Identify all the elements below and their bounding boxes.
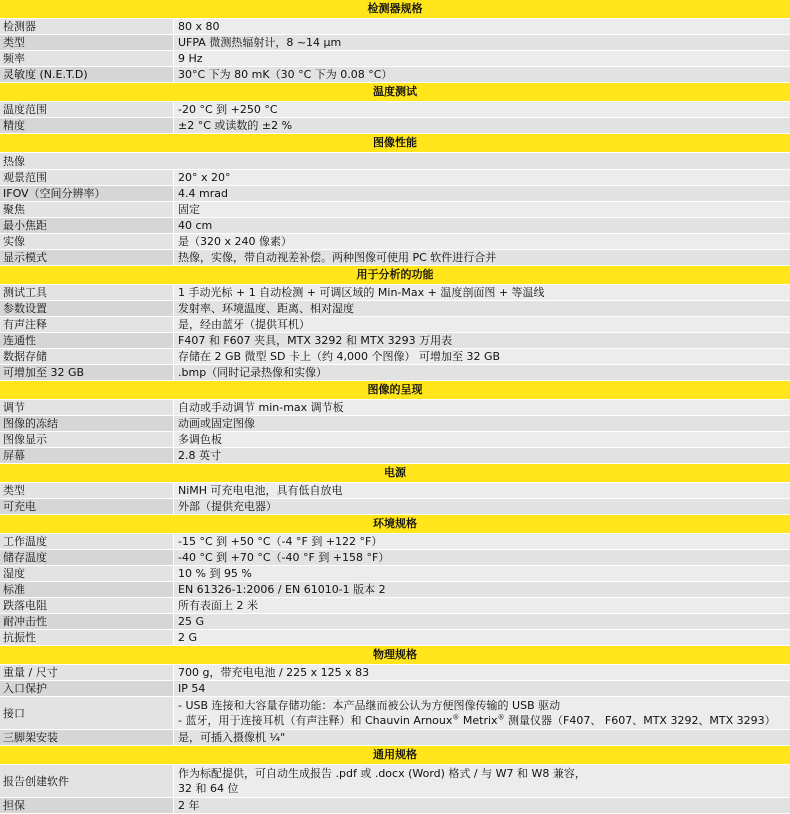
- section-header-general: 通用规格: [0, 746, 790, 765]
- spec-value: 25 G: [174, 614, 790, 629]
- spec-value: 动画或固定图像: [174, 416, 790, 431]
- spec-label: 温度范围: [0, 102, 174, 117]
- section-header-power: 电源: [0, 464, 790, 483]
- spec-value: 40 cm: [174, 218, 790, 233]
- spec-row: [0, 400, 790, 416]
- spec-row: [0, 170, 790, 186]
- spec-value: -20 °C 到 +250 °C: [174, 102, 790, 117]
- instruments-text: 测量仪器（F407、 F607、MTX 3292、MTX 3293）: [504, 714, 776, 727]
- spec-label: 热像: [0, 153, 790, 169]
- spec-value: 是，可插入摄像机 ¼": [174, 730, 790, 745]
- spec-value: 外部（提供充电器）: [174, 499, 790, 514]
- spec-row: [0, 730, 790, 746]
- spec-row: [0, 534, 790, 550]
- section-header-image: 图像性能: [0, 134, 790, 153]
- spec-label: 工作温度: [0, 534, 174, 549]
- section-header-environment: 环境规格: [0, 515, 790, 534]
- spec-row: [0, 365, 790, 381]
- spec-label: 接口: [0, 697, 174, 729]
- spec-row: [0, 432, 790, 448]
- spec-label: 担保: [0, 798, 174, 813]
- spec-value: 所有表面上 2 米: [174, 598, 790, 613]
- spec-value: [174, 697, 790, 729]
- spec-label: 测试工具: [0, 285, 174, 300]
- spec-label: 屏幕: [0, 448, 174, 463]
- spec-label: 显示模式: [0, 250, 174, 265]
- spec-row: [0, 301, 790, 317]
- section-header-presentation: 图像的呈现: [0, 381, 790, 400]
- spec-label: 储存温度: [0, 550, 174, 565]
- spec-value: 2.8 英寸: [174, 448, 790, 463]
- spec-row: [0, 102, 790, 118]
- spec-row: [0, 697, 790, 730]
- spec-value: 9 Hz: [174, 51, 790, 66]
- spec-row: [0, 598, 790, 614]
- spec-value: 2 G: [174, 630, 790, 645]
- spec-value: UFPA 微测热辐射计，8 ~14 μm: [174, 35, 790, 50]
- spec-row: [0, 798, 790, 814]
- spec-label: 湿度: [0, 566, 174, 581]
- section-header-analysis: 用于分析的功能: [0, 266, 790, 285]
- spec-value: -15 °C 到 +50 °C（-4 °F 到 +122 °F）: [174, 534, 790, 549]
- registered-mark: ®: [452, 713, 460, 722]
- spec-row: [0, 681, 790, 697]
- spec-label: 类型: [0, 35, 174, 50]
- spec-row: [0, 550, 790, 566]
- software-line-2: 32 和 64 位: [178, 782, 239, 795]
- spec-value: [174, 765, 790, 797]
- spec-row: [0, 186, 790, 202]
- spec-row: [0, 630, 790, 646]
- spec-row: [0, 448, 790, 464]
- spec-label: 精度: [0, 118, 174, 133]
- spec-value: 80 x 80: [174, 19, 790, 34]
- spec-value: NiMH 可充电电池，具有低自放电: [174, 483, 790, 498]
- spec-value: 1 手动光标 + 1 自动检测 + 可调区域的 Min-Max + 温度剖面图 + 等温线: [174, 285, 790, 300]
- spec-label: 聚焦: [0, 202, 174, 217]
- spec-row: [0, 614, 790, 630]
- spec-row: [0, 118, 790, 134]
- spec-value: 是，经由蓝牙（提供耳机）: [174, 317, 790, 332]
- spec-label: 抗振性: [0, 630, 174, 645]
- interface-line-bluetooth: [178, 713, 790, 728]
- spec-row: [0, 333, 790, 349]
- section-header-temperature: 温度测试: [0, 83, 790, 102]
- spec-row: [0, 35, 790, 51]
- spec-label: 标准: [0, 582, 174, 597]
- spec-label: 参数设置: [0, 301, 174, 316]
- spec-label: 入口保护: [0, 681, 174, 696]
- spec-value: 热像，实像，带自动视差补偿。两种图像可使用 PC 软件进行合并: [174, 250, 790, 265]
- spec-label: 跌落电阻: [0, 598, 174, 613]
- spec-value: ±2 °C 或读数的 ±2 %: [174, 118, 790, 133]
- spec-label: 可增加至 32 GB: [0, 365, 174, 380]
- spec-value: 4.4 mrad: [174, 186, 790, 201]
- spec-row: [0, 349, 790, 365]
- spec-label: 频率: [0, 51, 174, 66]
- section-header-detector: 检测器规格: [0, 0, 790, 19]
- spec-value: EN 61326-1:2006 / EN 61010-1 版本 2: [174, 582, 790, 597]
- spec-row: [0, 153, 790, 170]
- spec-row: [0, 317, 790, 333]
- spec-row: [0, 67, 790, 83]
- spec-label: 连通性: [0, 333, 174, 348]
- spec-row: [0, 234, 790, 250]
- spec-row: [0, 250, 790, 266]
- spec-row: [0, 19, 790, 35]
- software-line-1: 作为标配提供，可自动生成报告 .pdf 或 .docx (Word) 格式 / 与 W7 和 W8 兼容，: [178, 767, 586, 780]
- spec-value: 发射率、环境温度、距离、相对湿度: [174, 301, 790, 316]
- spec-row: [0, 765, 790, 798]
- spec-value: 20° x 20°: [174, 170, 790, 185]
- spec-row: [0, 51, 790, 67]
- spec-value: F407 和 F607 夹具，MTX 3292 和 MTX 3293 万用表: [174, 333, 790, 348]
- section-header-physical: 物理规格: [0, 646, 790, 665]
- spec-value: 自动或手动调节 min-max 调节板: [174, 400, 790, 415]
- spec-value: 700 g，带充电电池 / 225 x 125 x 83: [174, 665, 790, 680]
- spec-value: 10 % 到 95 %: [174, 566, 790, 581]
- spec-row: [0, 665, 790, 681]
- spec-row: [0, 499, 790, 515]
- registered-mark: ®: [497, 713, 505, 722]
- metrix-text: Metrix: [459, 714, 498, 727]
- spec-label: 三脚架安装: [0, 730, 174, 745]
- spec-row: [0, 416, 790, 432]
- spec-value: 是（320 x 240 像素）: [174, 234, 790, 249]
- spec-label: 灵敏度 (N.E.T.D): [0, 67, 174, 82]
- spec-value: -40 °C 到 +70 °C（-40 °F 到 +158 °F）: [174, 550, 790, 565]
- spec-label: 报告创建软件: [0, 765, 174, 797]
- interface-line-usb: - USB 连接和大容量存储功能：本产品继而被公认为方便图像传输的 USB 驱动: [178, 699, 561, 712]
- spec-label: 重量 / 尺寸: [0, 665, 174, 680]
- spec-label: 最小焦距: [0, 218, 174, 233]
- spec-label: IFOV（空间分辨率）: [0, 186, 174, 201]
- spec-value: IP 54: [174, 681, 790, 696]
- spec-label: 调节: [0, 400, 174, 415]
- spec-label: 检测器: [0, 19, 174, 34]
- spec-label: 数据存储: [0, 349, 174, 364]
- spec-value: .bmp（同时记录热像和实像）: [174, 365, 790, 380]
- spec-label: 类型: [0, 483, 174, 498]
- spec-value: 存储在 2 GB 微型 SD 卡上（约 4,000 个图像） 可增加至 32 GB: [174, 349, 790, 364]
- spec-label: 耐冲击性: [0, 614, 174, 629]
- spec-label: 图像的冻结: [0, 416, 174, 431]
- spec-row: [0, 218, 790, 234]
- spec-value: 固定: [174, 202, 790, 217]
- spec-row: [0, 202, 790, 218]
- spec-label: 实像: [0, 234, 174, 249]
- spec-label: 有声注释: [0, 317, 174, 332]
- spec-value: 多调色板: [174, 432, 790, 447]
- spec-label: 可充电: [0, 499, 174, 514]
- spec-row: [0, 483, 790, 499]
- spec-row: [0, 566, 790, 582]
- bluetooth-text: - 蓝牙，用于连接耳机（有声注释）和 Chauvin Arnoux: [178, 714, 453, 727]
- spec-value: 30°C 下为 80 mK（30 °C 下为 0.08 °C）: [174, 67, 790, 82]
- spec-row: [0, 285, 790, 301]
- spec-label: 图像显示: [0, 432, 174, 447]
- spec-label: 观景范围: [0, 170, 174, 185]
- spec-value: 2 年: [174, 798, 790, 813]
- spec-row: [0, 582, 790, 598]
